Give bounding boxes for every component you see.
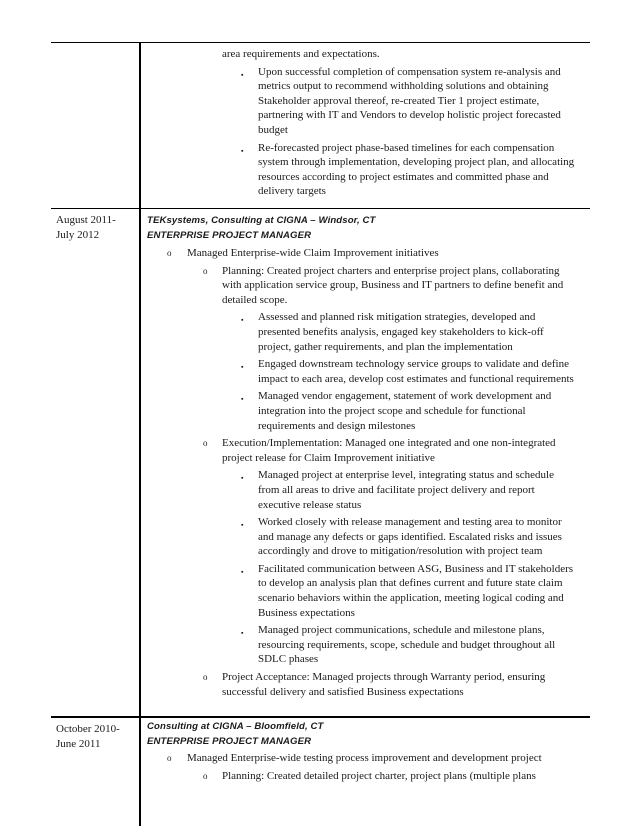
- list-item: ▪ Upon successful completion of compensation system re-analysis and metrics output to recommend withholding solutions and obtaining Stakeholder approval thereof, re-created Tier 1 project estimate, partnering with IT and Vendors to develop holistic project forecasted budget: [241, 65, 561, 136]
- square-bullet-icon: ▪: [241, 146, 244, 155]
- list-item: ▪ Managed project communications, schedule and milestone plans, resourcing requirements, scope, schedule and budget throughout all SDLC phases: [241, 624, 556, 666]
- table-top-border: [51, 42, 590, 43]
- circle-bullet-icon: o: [203, 672, 208, 683]
- job-entry: [147, 719, 577, 783]
- square-bullet-icon: ▪: [241, 363, 244, 372]
- company-line: Consulting at CIGNA – Bloomfield, CT: [147, 721, 324, 732]
- list-item: ▪ Managed project at enterprise level, integrating status and schedule from all areas to drive and facilitate project delivery and report executive release status: [241, 469, 554, 511]
- phase-item: o Planning: Created detailed project charter, project plans (multiple plans: [203, 769, 536, 782]
- phase-item: o Execution/Implementation: Managed one integrated and one non-integrated project release for Claim Improvement initiative: [203, 437, 556, 464]
- list-item: ▪ Worked closely with release management and testing area to monitor and manage any defects or gaps identified. Escalated risks and issues accordingly and drove to mitigation/resolution with project team: [241, 516, 562, 558]
- phase-item: o Planning: Created project charters and enterprise project plans, collaborating with application service group, Business and IT partners to define benefit and detailed scope.: [203, 264, 564, 306]
- square-bullet-icon: ▪: [241, 629, 244, 638]
- square-bullet-icon: ▪: [241, 70, 244, 79]
- continued-lead-line: area requirements and expectations.: [222, 48, 380, 60]
- continued-section: [147, 47, 577, 199]
- job-entry: [147, 213, 577, 699]
- job-summary: o Managed Enterprise-wide testing process improvement and development project: [167, 752, 542, 764]
- job-title: ENTERPRISE PROJECT MANAGER: [147, 230, 312, 241]
- job-summary: o Managed Enterprise-wide Claim Improvement initiatives: [167, 247, 439, 259]
- circle-bullet-icon: o: [167, 248, 172, 258]
- square-bullet-icon: ▪: [241, 567, 244, 576]
- row-divider-1: [51, 208, 590, 209]
- phase-item: o Project Acceptance: Managed projects through Warranty period, ensuring successful delivery and satisfied Business expectations: [203, 671, 546, 698]
- square-bullet-icon: ▪: [241, 395, 244, 404]
- square-bullet-icon: ▪: [241, 316, 244, 325]
- list-item: ▪ Re-forecasted project phase-based timelines for each compensation system through implementation, developing project plan, and allocating resources according to project estimates and committed phase and delivery targets: [241, 141, 575, 198]
- job-dates: August 2011- July 2012: [56, 214, 116, 241]
- square-bullet-icon: ▪: [241, 521, 244, 530]
- list-item: ▪ Engaged downstream technology service groups to validate and define impact to each area, develop cost estimates and functional requirements: [241, 358, 574, 385]
- company-line: TEKsystems, Consulting at CIGNA – Windsor, CT: [147, 215, 376, 226]
- list-item: ▪ Assessed and planned risk mitigation strategies, developed and presented benefits analysis, engaged key stakeholders to kick-off project, gather requirements, and plan the implementation: [241, 311, 544, 353]
- circle-bullet-icon: o: [203, 770, 208, 781]
- column-divider: [139, 42, 141, 826]
- circle-bullet-icon: o: [203, 265, 208, 276]
- job-title: ENTERPRISE PROJECT MANAGER: [147, 736, 312, 747]
- list-item: ▪ Managed vendor engagement, statement of work development and integration into the project scope and schedule for functional requirements and design milestones: [241, 390, 552, 432]
- circle-bullet-icon: o: [203, 438, 208, 449]
- square-bullet-icon: ▪: [241, 474, 244, 483]
- circle-bullet-icon: o: [167, 753, 172, 763]
- job-dates: October 2010- June 2011: [56, 723, 120, 750]
- row-divider-2: [51, 716, 590, 718]
- list-item: ▪ Facilitated communication between ASG, Business and IT stakeholders to develop an analysis plan that defines current and future state claim scenario behaviors within the application, meeting logical coding and Business expectations: [241, 562, 574, 619]
